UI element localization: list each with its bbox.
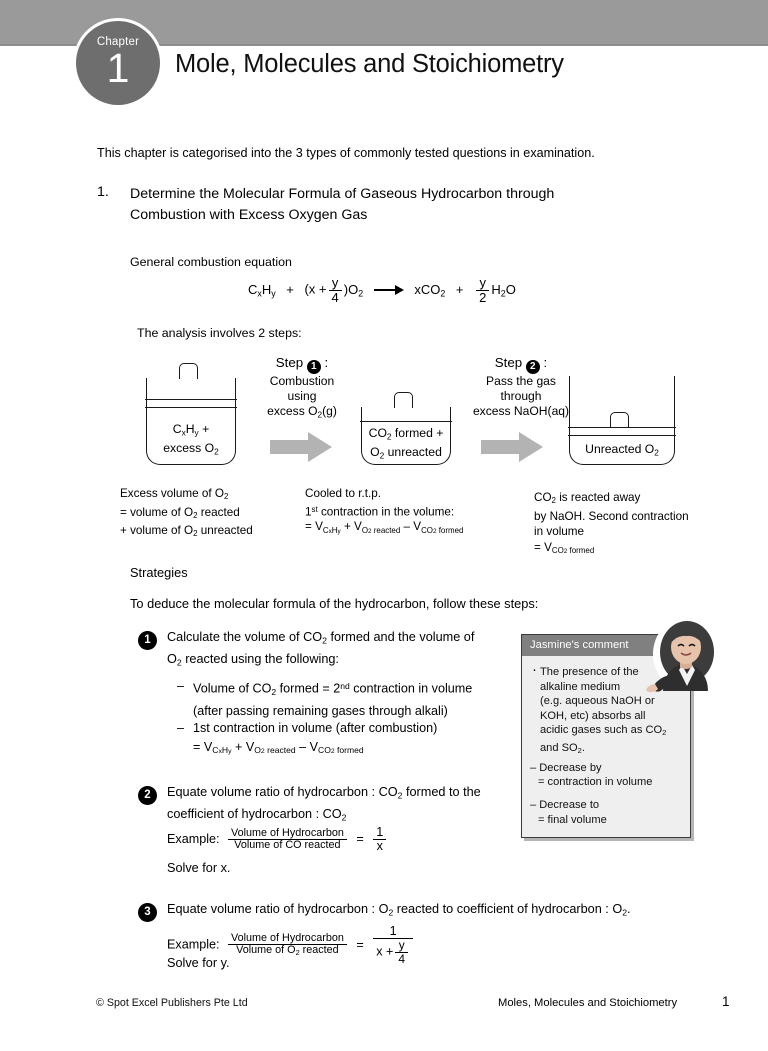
chapter-number: 1: [106, 45, 130, 91]
section-heading-line2: Combustion with Excess Oxygen Gas: [130, 207, 368, 223]
note-left-l3: + volume of $O_2$ unreacted: [120, 524, 253, 539]
step-3-rhs-fraction: 1 x + $\frac{y}{4}$: [373, 925, 413, 965]
eq-cxhy: $C_xH_y$: [248, 281, 276, 299]
callout-header: Jasmine's comment: [522, 635, 690, 656]
note-right-l2: by NaOH. Second contraction: [534, 509, 689, 523]
vessel-2-label: [362, 425, 450, 464]
equation-label: General combustion equation: [130, 255, 292, 269]
strategy-step-2-l1: Equate volume ratio of hydrocarbon : $CO_2$ formed to the: [167, 785, 481, 801]
vessel-1-tab-icon: [179, 363, 198, 379]
eq-fraction-y-2: $\frac{y}{2}$: [476, 276, 489, 304]
strategy-step-2-solve: Solve for x.: [167, 861, 231, 875]
strategy-step-3-l1: Equate volume ratio of hydrocarbon : $O_2$ reacted to coefficient of hydrocarbon : $O_2$.: [167, 902, 631, 918]
step-2-equals: =: [356, 832, 364, 847]
note-right: [534, 490, 689, 559]
step-2-rhs-fraction: $\frac{1}{x}$: [373, 826, 386, 853]
step-2-caption: [462, 355, 580, 420]
note-middle-l1: Cooled to r.t.p.: [305, 487, 382, 500]
strategy-step-3-badge: 3: [138, 903, 157, 922]
strategies-title: Strategies: [130, 565, 188, 580]
chapter-badge: [76, 21, 160, 105]
strategy-step-1-badge: 1: [138, 631, 157, 650]
dash-2-line1: 1st contraction in volume (after combustion): [193, 721, 438, 735]
note-right-l3: in volume: [534, 525, 585, 539]
vessel-1-gasline-upper: [145, 399, 236, 400]
vessel-2-label-line1: $CO_2$ formed +: [368, 426, 444, 442]
vessel-2-tab-icon: [394, 392, 413, 408]
step-1-caption: [247, 355, 357, 423]
callout-sub-2-l1: – Decrease to: [530, 798, 600, 811]
step-3-inner-fraction: $\frac{y}{4}$: [395, 939, 408, 965]
chapter-word: Chapter: [96, 36, 140, 48]
step-1-badge: 1: [307, 360, 321, 374]
callout-b1-l1: · The presence of the: [540, 666, 639, 678]
step-2-badge: 2: [526, 360, 540, 374]
vessel-1-label-line2: excess $O_2$: [163, 441, 219, 457]
process-arrow-2-icon: [481, 432, 543, 462]
eq-plus-2: +: [455, 281, 464, 297]
step-2-caption-header: Step 2 :: [494, 355, 548, 372]
step-1-caption-l1: Combustion: [269, 374, 335, 388]
eq-close-paren: )$O_2$: [343, 281, 364, 299]
step-2-ratio-fraction: $\frac{\text{Volume of Hydrocarbon}}{\text{Volume of CO reacted}}$: [228, 828, 347, 852]
strategies-lead: To deduce the molecular formula of the hydrocarbon, follow these steps:: [130, 596, 539, 611]
jasmine-avatar: [640, 616, 724, 696]
reaction-arrow-icon: [374, 285, 404, 295]
step-3-ratio-fraction: $\frac{\text{Volume of Hydrocarbon}}{Volume of O_2 reacted}$: [228, 933, 347, 957]
page-title: Mole, Molecules and Stoichiometry: [175, 50, 564, 78]
callout-sub-1-l2: = contraction in volume: [538, 776, 653, 789]
process-arrow-1-icon: [270, 432, 332, 462]
vessel-3: [569, 376, 675, 465]
callout-b1-l6: and $SO_2$.: [540, 742, 585, 756]
note-left-l1: Excess volume of $O_2$: [120, 487, 229, 502]
strategy-step-1-dash-2: [177, 719, 513, 761]
step-2-example-label: Example:: [167, 832, 220, 847]
vessel-3-label-line1: Unreacted $O_2$: [585, 442, 659, 458]
vessel-3-gasline-upper: [568, 427, 675, 428]
step-3-equals: =: [356, 937, 364, 952]
vessel-1-label-line1: $C_xH_y$ +: [172, 422, 210, 438]
note-middle-l3: = $V_{CxHy} + V_{O2 reacted} - V_{CO2 formed}$: [305, 520, 464, 535]
note-left: [120, 486, 253, 542]
vessel-2: [361, 407, 451, 465]
intro-paragraph: This chapter is categorised into the 3 types of commonly tested questions in examination.: [97, 146, 595, 160]
dash-marker-1: –: [177, 679, 185, 693]
dash-marker-2: –: [177, 721, 185, 735]
callout-b1-l5: acidic gases such as $CO_2$: [540, 724, 667, 738]
strategy-step-1-l2: $O_2$ reacted using the following:: [167, 652, 339, 668]
vessel-3-gasline-lower: [568, 435, 675, 436]
note-right-l4: = $V_{CO2 formed}$: [534, 540, 595, 555]
step-2-caption-l2: through: [500, 389, 542, 404]
vessel-2-label-line2: $O_2$ unreacted: [370, 445, 442, 461]
callout-sub-1-l1: – Decrease by: [530, 761, 602, 774]
callout-b1-l2: alkaline medium: [540, 680, 621, 693]
dash-1-line1: Volume of $CO_2$ formed = 2nd contraction in volume: [193, 681, 473, 697]
note-middle-l2: 1st contraction in the volume:: [305, 504, 455, 518]
combustion-equation: [248, 276, 516, 304]
strategy-step-1-dash-1: [177, 677, 513, 721]
strategy-step-2-l2: coefficient of hydrocarbon : $CO_2$: [167, 807, 347, 823]
eq-plus-1: +: [286, 281, 294, 297]
dash-1-line2: (after passing remaining gases through alkali): [193, 703, 448, 718]
strategy-step-2-badge: 2: [138, 786, 157, 805]
vessel-1: [146, 378, 236, 465]
step-2-caption-l1: Pass the gas: [486, 374, 556, 388]
dash-2-line2: = $V_{CxHy} + V_{O2 reacted} - V_{CO2 formed}$: [193, 740, 364, 756]
note-left-l2: = volume of $O_2$ reacted: [120, 505, 240, 520]
footer-page-number: 1: [722, 994, 730, 1009]
strategy-step-1-text: [167, 628, 497, 673]
section-number: 1.: [97, 184, 109, 200]
sub-cxhy: CxHy: [322, 525, 341, 535]
footer-copyright: © Spot Excel Publishers Pte Ltd: [96, 997, 248, 1009]
eq-product-h2o: $H_2O$: [491, 281, 516, 299]
strategy-step-2-example: [167, 826, 388, 853]
eq-product-co2: xCO$_2$: [414, 281, 446, 299]
vessel-1-label: [147, 421, 235, 460]
note-middle: [305, 486, 463, 539]
analysis-lead: The analysis involves 2 steps:: [137, 326, 302, 340]
callout-b1-l3: (e.g. aqueous NaOH or: [540, 695, 655, 708]
step-2-caption-l3: excess NaOH(aq): [472, 404, 570, 419]
step-1-caption-l3: excess $O_2(g)$: [267, 404, 337, 420]
step-1-caption-header: Step 1 :: [275, 355, 329, 372]
callout-sub-1: [530, 761, 681, 790]
callout-sub-2-l2: = final volume: [538, 813, 607, 826]
footer-running-title: Moles, Molecules and Stoichiometry: [498, 997, 678, 1009]
strategy-step-3-text: [167, 900, 647, 922]
vessel-3-tab-icon: [610, 412, 629, 428]
vessel-1-gasline-lower: [145, 407, 236, 408]
eq-fraction-y-4: $\frac{y}{4}$: [329, 276, 342, 304]
strategy-step-1-l1: Calculate the volume of $CO_2$ formed and the volume of: [167, 630, 475, 646]
strategy-step-3-solve: Solve for y.: [167, 956, 230, 970]
strategy-step-2-text: [167, 783, 507, 828]
section-heading-line1: Determine the Molecular Formula of Gaseous Hydrocarbon through: [130, 186, 555, 202]
callout-sub-2: [530, 798, 681, 827]
step-3-example-label: Example:: [167, 937, 220, 952]
eq-open-paren: (x +: [304, 281, 327, 297]
note-right-l1: $CO_2$ is reacted away: [534, 491, 641, 506]
callout-b1-l4: KOH, etc) absorbs all: [540, 709, 646, 722]
section-heading: [130, 184, 688, 226]
step-1-caption-l2: using: [287, 389, 317, 404]
vessel-3-label: [570, 441, 674, 460]
vessel-2-gasline: [360, 421, 451, 422]
